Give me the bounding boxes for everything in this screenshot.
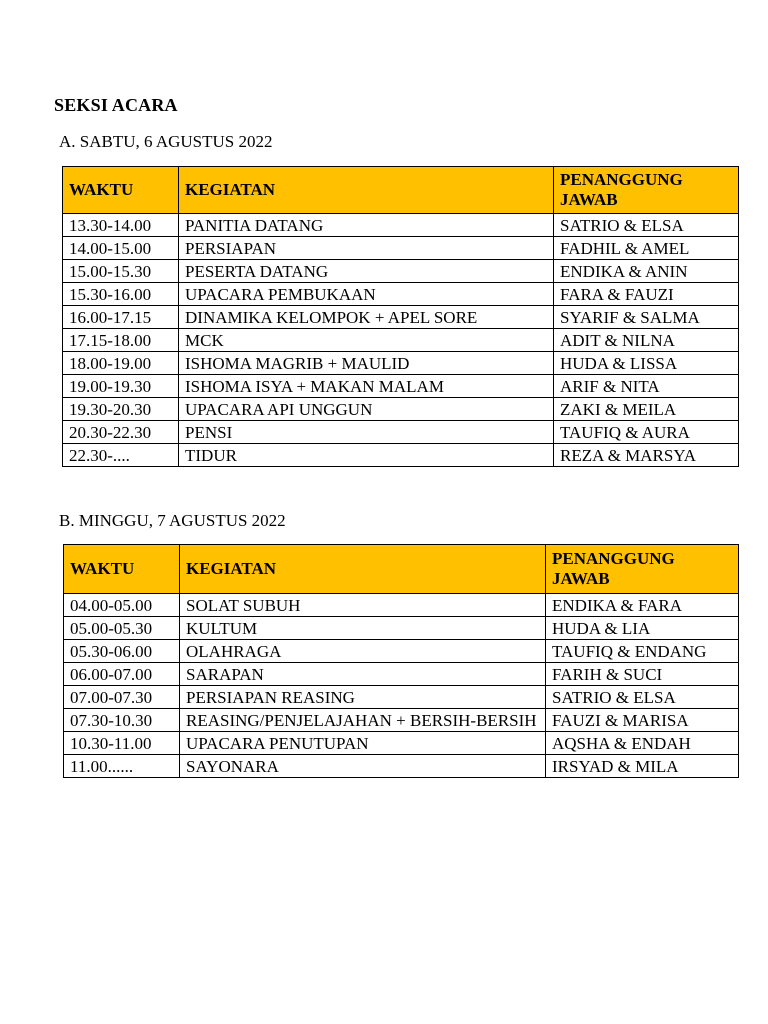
time-cell: 10.30-11.00 (64, 732, 180, 755)
time-cell: 14.00-15.00 (63, 237, 179, 260)
section-heading-saturday: A. SABTU, 6 AGUSTUS 2022 (59, 132, 273, 151)
table-row (63, 375, 739, 398)
table-row (64, 732, 739, 755)
time-cell: 06.00-07.00 (64, 663, 180, 686)
table-row (63, 260, 739, 283)
time-cell: 07.30-10.30 (64, 709, 180, 732)
activity-cell: REASING/PENJELAJAHAN + BERSIH-BERSIH (180, 709, 546, 732)
time-cell: 19.00-19.30 (63, 375, 179, 398)
activity-cell: UPACARA API UNGGUN (179, 398, 554, 421)
time-cell: 15.30-16.00 (63, 283, 179, 306)
table-body (64, 594, 739, 778)
activity-cell: OLAHRAGA (180, 640, 546, 663)
activity-cell: PERSIAPAN (179, 237, 554, 260)
activity-cell: DINAMIKA KELOMPOK + APEL SORE (179, 306, 554, 329)
table-header-row (63, 167, 739, 214)
time-cell: 07.00-07.30 (64, 686, 180, 709)
person-in-charge-cell: ENDIKA & FARA (546, 594, 739, 617)
table-row (64, 640, 739, 663)
activity-cell: PANITIA DATANG (179, 214, 554, 237)
activity-cell: ISHOMA MAGRIB + MAULID (179, 352, 554, 375)
table-row (64, 709, 739, 732)
person-in-charge-cell: SATRIO & ELSA (546, 686, 739, 709)
person-in-charge-cell: ENDIKA & ANIN (554, 260, 739, 283)
schedule-table-sunday (63, 544, 739, 778)
person-in-charge-cell: SATRIO & ELSA (554, 214, 739, 237)
table-row (63, 237, 739, 260)
activity-cell: KULTUM (180, 617, 546, 640)
time-cell: 16.00-17.15 (63, 306, 179, 329)
time-cell: 15.00-15.30 (63, 260, 179, 283)
person-in-charge-cell: TAUFIQ & ENDANG (546, 640, 739, 663)
header-waktu: WAKTU (64, 545, 180, 594)
table-row (64, 686, 739, 709)
person-in-charge-cell: HUDA & LISSA (554, 352, 739, 375)
activity-cell: PERSIAPAN REASING (180, 686, 546, 709)
table-row (64, 663, 739, 686)
person-in-charge-cell: REZA & MARSYA (554, 444, 739, 467)
table-row (63, 352, 739, 375)
table-row (64, 617, 739, 640)
header-penanggung-jawab: PENANGGUNG JAWAB (554, 167, 739, 214)
activity-cell: ISHOMA ISYA + MAKAN MALAM (179, 375, 554, 398)
section-heading-sunday: B. MINGGU, 7 AGUSTUS 2022 (59, 511, 286, 530)
time-cell: 18.00-19.00 (63, 352, 179, 375)
person-in-charge-cell: AQSHA & ENDAH (546, 732, 739, 755)
time-cell: 17.15-18.00 (63, 329, 179, 352)
person-in-charge-cell: FADHIL & AMEL (554, 237, 739, 260)
table-row (63, 329, 739, 352)
time-cell: 05.00-05.30 (64, 617, 180, 640)
activity-cell: SARAPAN (180, 663, 546, 686)
table-row (63, 306, 739, 329)
time-cell: 11.00...... (64, 755, 180, 778)
activity-cell: PENSI (179, 421, 554, 444)
person-in-charge-cell: ARIF & NITA (554, 375, 739, 398)
table-header-row (64, 545, 739, 594)
activity-cell: MCK (179, 329, 554, 352)
table-row (64, 594, 739, 617)
time-cell: 05.30-06.00 (64, 640, 180, 663)
header-kegiatan: KEGIATAN (180, 545, 546, 594)
table-row (63, 283, 739, 306)
time-cell: 04.00-05.00 (64, 594, 180, 617)
header-kegiatan: KEGIATAN (179, 167, 554, 214)
activity-cell: PESERTA DATANG (179, 260, 554, 283)
person-in-charge-cell: IRSYAD & MILA (546, 755, 739, 778)
header-penanggung-jawab: PENANGGUNG JAWAB (546, 545, 739, 594)
person-in-charge-cell: ADIT & NILNA (554, 329, 739, 352)
table-row (63, 398, 739, 421)
table-row (64, 755, 739, 778)
schedule-table-saturday (62, 166, 739, 467)
person-in-charge-cell: FARA & FAUZI (554, 283, 739, 306)
table-row (63, 444, 739, 467)
person-in-charge-cell: ZAKI & MEILA (554, 398, 739, 421)
table-row (63, 421, 739, 444)
activity-cell: TIDUR (179, 444, 554, 467)
time-cell: 20.30-22.30 (63, 421, 179, 444)
activity-cell: SAYONARA (180, 755, 546, 778)
time-cell: 13.30-14.00 (63, 214, 179, 237)
table-row (63, 214, 739, 237)
person-in-charge-cell: HUDA & LIA (546, 617, 739, 640)
time-cell: 19.30-20.30 (63, 398, 179, 421)
activity-cell: SOLAT SUBUH (180, 594, 546, 617)
person-in-charge-cell: FAUZI & MARISA (546, 709, 739, 732)
page-title: SEKSI ACARA (54, 95, 178, 115)
activity-cell: UPACARA PEMBUKAAN (179, 283, 554, 306)
header-waktu: WAKTU (63, 167, 179, 214)
time-cell: 22.30-.... (63, 444, 179, 467)
person-in-charge-cell: SYARIF & SALMA (554, 306, 739, 329)
person-in-charge-cell: FARIH & SUCI (546, 663, 739, 686)
table-body (63, 214, 739, 467)
activity-cell: UPACARA PENUTUPAN (180, 732, 546, 755)
person-in-charge-cell: TAUFIQ & AURA (554, 421, 739, 444)
